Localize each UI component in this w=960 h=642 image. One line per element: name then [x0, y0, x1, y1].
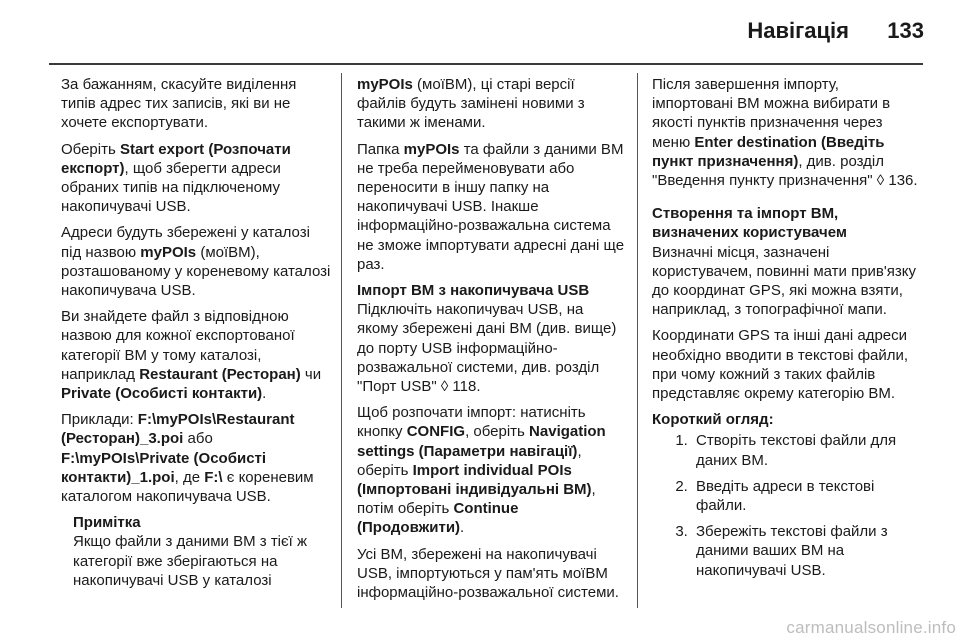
paragraph: Папка myPOIs та файли з даними ВМ не треба перейменовувати або переносити в іншу папку на накопичувачі USB. Інакше інформаційно-розважальна система не зможе імпортувати адресні дані ще раз.: [357, 140, 625, 273]
note-box: [73, 513, 331, 590]
page-number: 133: [887, 18, 924, 43]
paragraph: За бажанням, скасуйте виділення типів адрес тих записів, які ви не хочете експортувати.: [61, 76, 297, 132]
column-2: [357, 75, 627, 609]
list-item: 1. Створіть текстові файли для даних ВМ.: [692, 431, 922, 469]
column-1: [61, 75, 331, 590]
paragraph: Координати GPS та інші дані адреси необхідно вводити в текстові файли, при чому кожний з таких файлів представляє окрему категорію ВМ.: [652, 327, 909, 403]
paragraph: Оберіть Start export (Розпочати експорт), щоб зберегти адреси обраних типів на підключеному накопичувачі USB.: [61, 140, 291, 216]
paragraph: Щоб розпочати імпорт: натисніть кнопку CONFIG, оберіть Navigation settings (Параметри навігації), оберіть Import individual POIs (Імпортовані індивідуальні ВМ), потім оберіть Continue (Продовжити).: [357, 404, 606, 537]
paragraph: Підключіть накопичувач USB, на якому збережені дані ВМ (див. вище) до порту USB інформаційно-розважальної системи, див. розділ "Порт USB" ◊ 118.: [357, 301, 617, 396]
paragraph: Після завершення імпорту, імпортовані ВМ можна вибирати в якості пунктів призначення через меню Enter destination (Введіть пункт призначення), див. розділ "Введення пункту призначення" ◊ 136.: [652, 76, 918, 190]
column-3: [652, 75, 922, 587]
paragraph: myPOIs (моїВМ), ці старі версії файлів будуть замінені новими з такими ж іменами.: [357, 76, 585, 132]
paragraph: Приклади: F:\myPOIs\Restaurant (Ресторан)_3.poi або F:\myPOIs\Private (Особисті контакти)_1.poi, де F:\ є кореневим каталогом накопичувача USB.: [61, 411, 314, 506]
header-rule: [49, 63, 923, 65]
column-divider: [341, 73, 342, 608]
paragraph: Визначні місця, зазначені користувачем, повинні мати прив'язку до координат GPS, які можна взяти, наприклад, з топографічної мапи.: [652, 243, 916, 319]
note-title: Примітка: [73, 514, 141, 532]
note-text: Якщо файли з даними ВМ з тієї ж категорії вже зберігаються на накопичувачі USB у каталозі: [73, 533, 308, 589]
page-title: Навігація: [747, 18, 849, 43]
steps-list: [652, 431, 922, 579]
paragraph: Усі ВМ, збережені на накопичувачі USB, імпортуються у пам'ять моїВМ інформаційно-розважальної системи.: [357, 545, 619, 602]
section-heading: Імпорт ВМ з накопичувача USB: [357, 282, 590, 300]
section-heading: Створення та імпорт ВМ, визначених користувачем: [652, 205, 847, 242]
list-item: 2. Введіть адреси в текстові файли.: [692, 477, 922, 515]
list-item: 3. Збережіть текстові файли з даними ваших ВМ на накопичувачі USB.: [692, 522, 922, 580]
paragraph: Ви знайдете файл з відповідною назвою для кожної експортованої категорії ВМ у тому каталозі, наприклад Restaurant (Ресторан) чи Private (Особисті контакти).: [61, 308, 322, 403]
section-heading: Короткий огляд:: [652, 411, 774, 429]
watermark: carmanualsonline.info: [786, 618, 956, 637]
page-header: [0, 0, 960, 60]
column-divider: [637, 73, 638, 608]
paragraph: Адреси будуть збережені у каталозі під назвою myPOIs (моїВМ), розташованому у кореневому каталозі накопичувача USB.: [61, 224, 331, 300]
